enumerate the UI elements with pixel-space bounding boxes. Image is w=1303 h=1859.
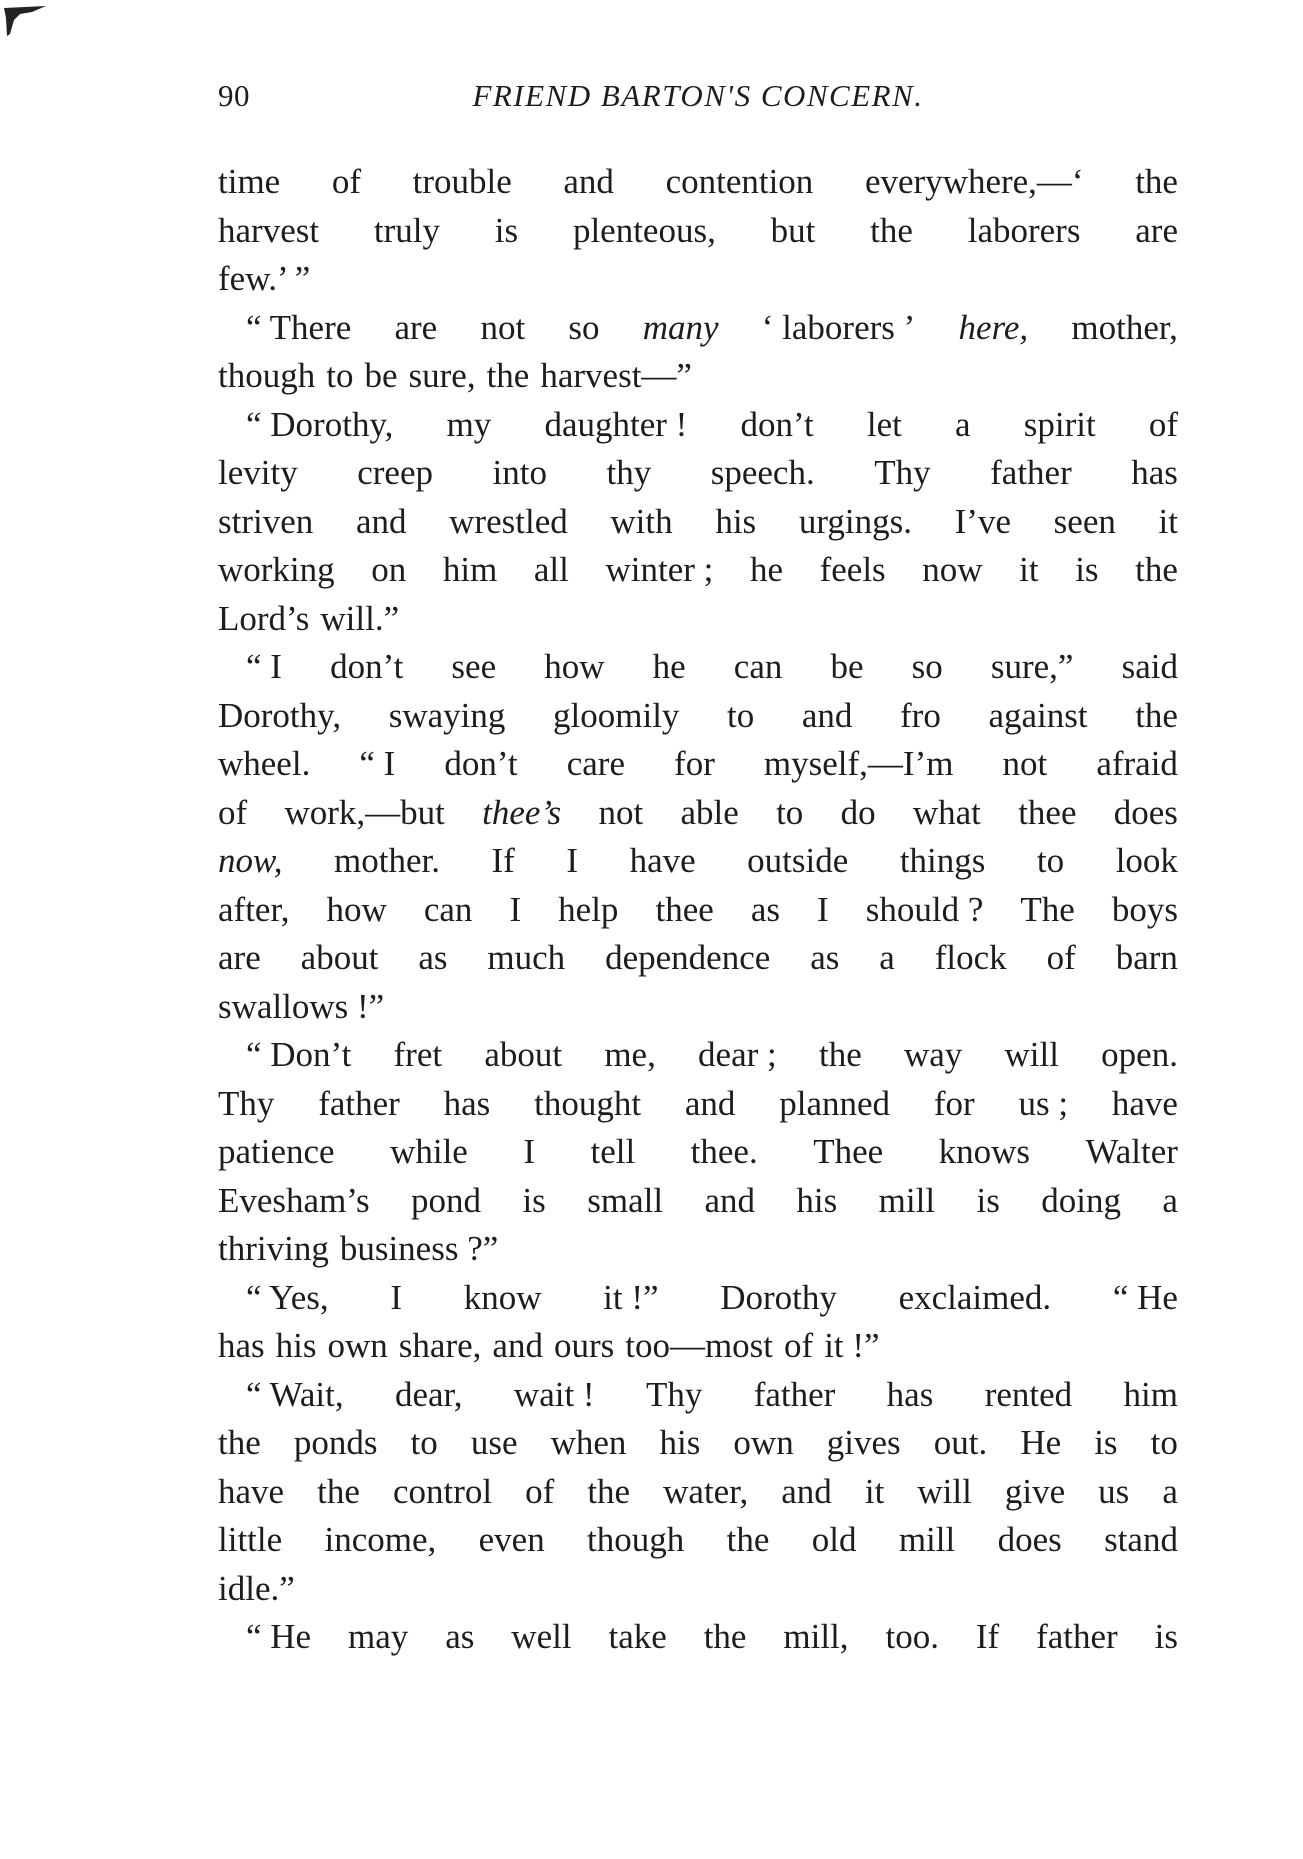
word: his <box>659 1423 701 1462</box>
word: gloomily <box>553 695 680 735</box>
word: working <box>218 550 335 589</box>
word: of <box>1046 938 1076 977</box>
word: what <box>912 792 981 832</box>
word: the <box>486 356 530 395</box>
text-line <box>218 546 1178 595</box>
running-title: FRIEND BARTON'S CONCERN. <box>472 78 924 113</box>
word: so <box>911 647 943 686</box>
text-line <box>218 1419 1178 1468</box>
word: control <box>392 1471 493 1511</box>
word: I <box>523 1132 535 1171</box>
word: see <box>451 647 497 686</box>
word: the <box>317 1471 360 1511</box>
word: barn <box>1115 938 1178 977</box>
word: way <box>903 1035 963 1074</box>
word: swaying <box>388 695 506 735</box>
word: and <box>684 1083 736 1123</box>
word: the <box>703 1617 747 1656</box>
word: the <box>726 1520 770 1559</box>
word: will <box>1004 1035 1059 1074</box>
word: mill <box>898 1520 956 1559</box>
word: as <box>445 1617 475 1656</box>
word: little <box>218 1520 283 1559</box>
word: I <box>566 841 579 880</box>
text-line <box>218 740 1178 789</box>
word: “ He <box>1112 1277 1178 1317</box>
text-line <box>218 352 1178 401</box>
word: “ Wait, <box>246 1374 344 1414</box>
word: business ?” <box>339 1229 499 1268</box>
word: us ; <box>1018 1083 1069 1123</box>
text-line <box>218 1274 1178 1323</box>
word: his <box>275 1326 317 1365</box>
word: has <box>443 1083 491 1123</box>
word: pond <box>411 1180 482 1220</box>
text-line <box>218 1031 1178 1080</box>
word: not <box>480 307 526 347</box>
word: father <box>318 1083 400 1123</box>
word: and <box>563 162 614 201</box>
text-line <box>218 1225 1178 1274</box>
page-number: 90 <box>218 78 250 113</box>
word: Lord’s <box>218 598 310 638</box>
word: him <box>1123 1374 1178 1414</box>
text-line <box>218 255 1178 304</box>
word: planned <box>779 1083 891 1123</box>
word: out. <box>933 1423 988 1462</box>
word: has <box>1131 453 1178 492</box>
word: a <box>1162 1471 1178 1511</box>
word: to <box>1036 841 1065 880</box>
word: father <box>1036 1617 1118 1656</box>
text-line <box>218 692 1178 741</box>
word: does <box>1113 792 1178 832</box>
word: urgings. <box>798 501 912 541</box>
word: creep <box>357 453 433 492</box>
word: much <box>487 938 566 977</box>
word: while <box>390 1132 468 1171</box>
word: Thy <box>218 1083 275 1123</box>
word: will.” <box>320 598 400 638</box>
italic-word: thee’s <box>482 792 562 832</box>
word: of <box>784 1326 814 1365</box>
word: of <box>218 792 248 832</box>
word: of <box>525 1471 555 1511</box>
word: he <box>749 550 783 589</box>
word: stand <box>1104 1520 1178 1559</box>
word: flock <box>934 938 1007 977</box>
word: to <box>410 1423 438 1462</box>
word: ours <box>553 1326 615 1365</box>
word: wrestled <box>449 501 568 541</box>
word: the <box>218 1423 261 1462</box>
word: after, <box>218 889 290 929</box>
word: and <box>801 695 853 735</box>
word: well <box>511 1617 572 1656</box>
word: and <box>781 1471 832 1511</box>
word: as <box>810 938 840 977</box>
italic-word: many <box>642 307 719 347</box>
word: should ? <box>865 889 984 929</box>
body-text <box>218 158 1178 1662</box>
word: too. <box>885 1617 939 1656</box>
word: and <box>355 501 407 541</box>
word: everywhere,—‘ <box>864 162 1084 201</box>
word: is <box>1154 1617 1178 1656</box>
text-line <box>218 1468 1178 1517</box>
word: fro <box>900 695 941 735</box>
word: all <box>533 550 569 589</box>
word: now <box>922 550 983 589</box>
word: swallows !” <box>218 986 385 1026</box>
word: have <box>629 841 696 880</box>
word: too—most <box>625 1326 774 1365</box>
word: has <box>218 1326 265 1365</box>
running-head <box>218 78 1178 124</box>
word: are <box>218 938 261 977</box>
word: I <box>509 889 522 929</box>
word: seen <box>1053 501 1116 541</box>
word: though <box>587 1520 685 1559</box>
text-line <box>218 1128 1178 1177</box>
word: can <box>733 647 783 686</box>
word: I’ve <box>954 501 1011 541</box>
word: Walter <box>1085 1132 1178 1171</box>
word: father <box>990 453 1072 492</box>
word: does <box>997 1520 1062 1559</box>
word: has <box>886 1374 934 1414</box>
word: are <box>394 307 438 347</box>
word: boys <box>1111 889 1178 929</box>
text-line <box>218 304 1178 353</box>
word: plenteous, <box>572 210 716 250</box>
word: about <box>300 938 379 977</box>
word: for <box>674 744 715 783</box>
word: myself,—I’m <box>763 744 954 783</box>
word: harvest <box>218 210 320 250</box>
word: tell <box>590 1132 636 1171</box>
word: “ I <box>246 647 282 686</box>
word: of <box>1148 404 1178 444</box>
word: sure, <box>408 356 476 395</box>
word: share, <box>398 1326 482 1365</box>
word: the <box>1135 695 1178 735</box>
text-line <box>218 934 1178 983</box>
text-line <box>218 1080 1178 1129</box>
word: wheel. <box>218 744 311 783</box>
word: to <box>1150 1423 1178 1462</box>
word: patience <box>218 1132 335 1171</box>
word: water, <box>663 1471 749 1511</box>
word: him <box>442 550 498 589</box>
word: mother, <box>1071 307 1178 347</box>
word: is <box>494 210 519 250</box>
word: I <box>390 1277 403 1317</box>
word: into <box>492 453 547 492</box>
word: doing <box>1041 1180 1121 1220</box>
word: spirit <box>1023 404 1096 444</box>
word: own <box>327 1326 388 1365</box>
word: is <box>1094 1423 1118 1462</box>
word: my <box>446 404 492 444</box>
word: be <box>830 647 864 686</box>
word: work,—but <box>284 792 445 832</box>
word: dear ; <box>698 1035 777 1074</box>
text-line <box>218 158 1178 207</box>
word: “ Yes, <box>246 1277 329 1317</box>
word: truly <box>373 210 440 250</box>
word: not <box>1002 744 1048 783</box>
text-line <box>218 449 1178 498</box>
word: mill, <box>783 1617 849 1656</box>
word: The <box>1020 889 1075 929</box>
text-line <box>218 1516 1178 1565</box>
word: don’t <box>444 744 518 783</box>
word: me, <box>604 1035 656 1074</box>
word: with <box>610 501 673 541</box>
word: “ He <box>246 1617 312 1656</box>
word: help <box>558 889 619 929</box>
word: Dorothy, <box>218 695 342 735</box>
word: own <box>733 1423 794 1462</box>
word: contention <box>665 162 814 201</box>
word: how <box>544 647 605 686</box>
word: thy <box>606 453 652 492</box>
word: If <box>975 1617 1000 1656</box>
word: Thy <box>874 453 931 492</box>
word: winter ; <box>605 550 714 589</box>
word: the <box>587 1471 631 1511</box>
word: speech. <box>710 453 815 492</box>
word: and <box>492 1326 543 1365</box>
text-line <box>218 595 1178 644</box>
word: for <box>933 1083 975 1123</box>
word: “ Don’t <box>246 1035 352 1074</box>
word: the <box>870 210 913 250</box>
word: afraid <box>1096 744 1178 783</box>
word: but <box>770 210 816 250</box>
word: mother. <box>334 841 440 880</box>
word: trouble <box>412 162 512 201</box>
word: thriving <box>218 1229 329 1268</box>
text-line <box>218 789 1178 838</box>
word: knows <box>938 1132 1031 1171</box>
word: it <box>1158 501 1178 541</box>
word: though <box>218 356 316 395</box>
word: fret <box>393 1035 443 1074</box>
word: the <box>818 1035 862 1074</box>
word: Evesham’s <box>218 1180 370 1220</box>
word: of <box>331 162 361 201</box>
word: may <box>348 1617 409 1656</box>
word: be <box>364 356 398 395</box>
word: don’t <box>740 404 814 444</box>
word: will <box>917 1471 972 1511</box>
word: “ I <box>359 744 396 783</box>
word: is <box>522 1180 546 1220</box>
printers-mark-icon <box>2 4 48 38</box>
word: thee <box>655 889 714 929</box>
word: not <box>598 792 644 832</box>
word: it <box>1019 550 1039 589</box>
word: even <box>478 1520 545 1559</box>
word: able <box>680 792 739 832</box>
word: things <box>899 841 986 880</box>
word: take <box>608 1617 667 1656</box>
word: few.’ ” <box>218 259 311 298</box>
word: he <box>652 647 686 686</box>
italic-word: now, <box>218 841 283 880</box>
word: on <box>371 550 407 589</box>
word: striven <box>218 501 314 541</box>
word: He <box>1020 1423 1062 1462</box>
word: dear, <box>394 1374 463 1414</box>
word: are <box>1135 210 1178 250</box>
word: “ Dorothy, <box>246 404 394 444</box>
word: as <box>418 938 448 977</box>
word: father <box>753 1374 836 1414</box>
word: small <box>587 1180 664 1220</box>
word: “ There <box>246 307 352 347</box>
text-line <box>218 837 1178 886</box>
word: and <box>704 1180 755 1220</box>
word: let <box>866 404 902 444</box>
word: to <box>727 695 755 735</box>
word: thee. <box>690 1132 758 1171</box>
word: mill <box>878 1180 936 1220</box>
word: it <box>864 1471 885 1511</box>
word: it !” <box>603 1277 659 1317</box>
word: laborers <box>967 210 1081 250</box>
text-line <box>218 643 1178 692</box>
word: when <box>550 1423 627 1462</box>
word: idle.” <box>218 1568 295 1608</box>
word: outside <box>747 841 849 880</box>
word: know <box>463 1277 542 1317</box>
word: wait ! <box>513 1374 595 1414</box>
word: can <box>423 889 473 929</box>
word: harvest—” <box>540 356 692 395</box>
word: is <box>1075 550 1099 589</box>
word: us <box>1098 1471 1130 1511</box>
word: against <box>988 695 1088 735</box>
word: so <box>568 307 600 347</box>
word: ‘ laborers ’ <box>761 307 916 347</box>
word: thee <box>1018 792 1077 832</box>
word: it !” <box>824 1326 880 1365</box>
word: to <box>776 792 804 832</box>
word: his <box>715 501 757 541</box>
word: do <box>840 792 876 832</box>
word: don’t <box>330 647 404 686</box>
word: open. <box>1101 1035 1178 1074</box>
text-line <box>218 1613 1178 1662</box>
word: a <box>955 404 971 444</box>
word: his <box>796 1180 838 1220</box>
word: is <box>976 1180 1000 1220</box>
word: as <box>750 889 780 929</box>
word: levity <box>218 453 298 492</box>
word: Thee <box>813 1132 884 1171</box>
word: thought <box>534 1083 642 1123</box>
text-line <box>218 1322 1178 1371</box>
word: income, <box>324 1520 437 1559</box>
word: I <box>817 889 829 929</box>
word: exclaimed. <box>898 1277 1052 1317</box>
text-line <box>218 983 1178 1032</box>
word: rented <box>984 1374 1073 1414</box>
word: a <box>879 938 895 977</box>
word: sure,” <box>990 647 1074 686</box>
word: dependence <box>605 938 771 977</box>
word: ponds <box>293 1423 378 1462</box>
word: said <box>1121 647 1178 686</box>
word: look <box>1115 841 1178 880</box>
text-line <box>218 207 1178 256</box>
text-line <box>218 1371 1178 1420</box>
text-line <box>218 498 1178 547</box>
word: the <box>1135 162 1178 201</box>
word: give <box>1004 1471 1066 1511</box>
word: If <box>491 841 515 880</box>
word: to <box>326 356 354 395</box>
word: gives <box>826 1423 901 1462</box>
word: care <box>566 744 625 783</box>
text-line <box>218 401 1178 450</box>
text-line <box>218 886 1178 935</box>
text-line <box>218 1177 1178 1226</box>
word: have <box>218 1471 285 1511</box>
word: a <box>1162 1180 1178 1220</box>
word: old <box>811 1520 857 1559</box>
italic-word: here, <box>958 307 1029 347</box>
text-line <box>218 1565 1178 1614</box>
word: the <box>1135 550 1178 589</box>
word: feels <box>819 550 886 589</box>
word: time <box>218 162 281 201</box>
word: Thy <box>645 1374 703 1414</box>
word: how <box>326 889 387 929</box>
word: daughter ! <box>544 404 688 444</box>
word: about <box>484 1035 563 1074</box>
word: have <box>1111 1083 1178 1123</box>
word: Dorothy <box>720 1277 837 1317</box>
word: use <box>470 1423 518 1462</box>
